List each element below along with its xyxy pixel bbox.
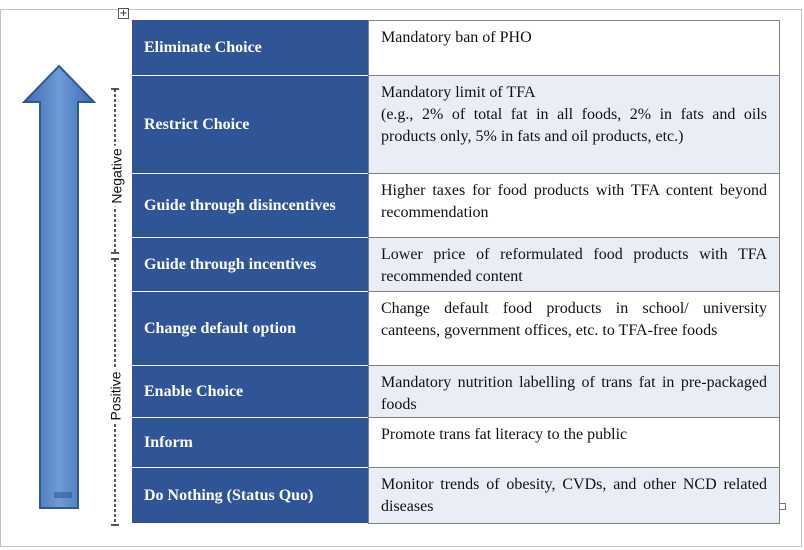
table-row [132,468,780,524]
choice-cell: Inform [132,418,368,468]
policy-table [132,20,780,524]
policy-cell: Mandatory nutrition labelling of trans fat in pre-packaged foods [368,366,780,418]
choice-cell: Restrict Choice [132,76,368,174]
choice-cell: Do Nothing (Status Quo) [132,468,368,524]
choice-cell: Guide through incentives [132,238,368,292]
table-row [132,418,780,468]
table-row [132,238,780,292]
table-row [132,174,780,238]
choice-cell: Enable Choice [132,366,368,418]
table-row [132,366,780,418]
choice-cell: Change default option [132,292,368,366]
table-row [132,20,780,76]
choice-cell: Eliminate Choice [132,20,368,76]
table-row [132,76,780,174]
move-handle-icon[interactable]: + [119,8,128,19]
policy-cell: Lower price of reformulated food products with TFA recommended content [368,238,780,292]
resize-handle-icon[interactable] [779,503,786,510]
policy-cell: Mandatory limit of TFA (e.g., 2% of total fat in all foods, 2% in fats and oils products only, 5% in fats and oil products, etc.) [368,76,780,174]
table-row [132,292,780,366]
policy-cell: Change default food products in school/ university canteens, government offices, etc. to TFA-free foods [368,292,780,366]
up-arrow-graphic [22,64,96,510]
choice-cell: Guide through disincentives [132,174,368,238]
policy-cell: Promote trans fat literacy to the public [368,418,780,468]
negative-label: Negative [109,145,125,206]
positive-label: Positive [108,368,124,423]
policy-cell: Mandatory ban of PHO [368,20,780,76]
policy-cell: Higher taxes for food products with TFA content beyond recommendation [368,174,780,238]
policy-cell: Monitor trends of obesity, CVDs, and other NCD related diseases [368,468,780,524]
